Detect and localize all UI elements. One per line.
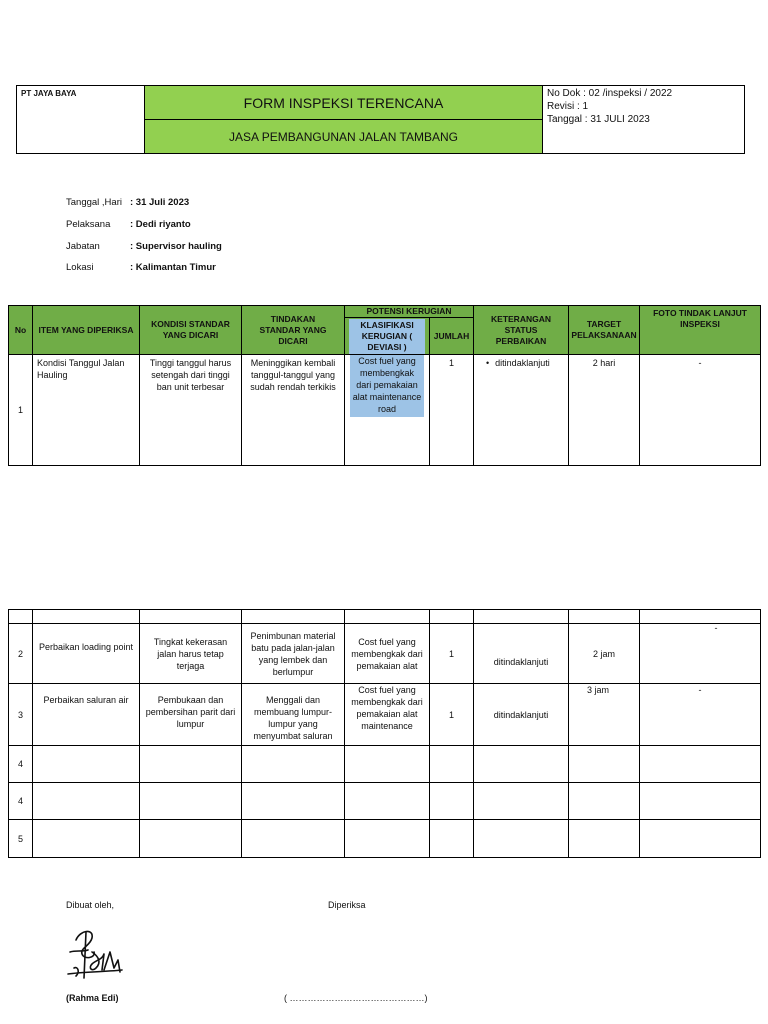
header-klasifikasi [345, 318, 430, 355]
header-kondisi: KONDISI STANDAR YANG DICARI [140, 306, 242, 355]
row-klasifikasi: Cost fuel yang membengkak dari pemakaian alat maintenance [345, 684, 430, 746]
blank-cell [430, 610, 474, 624]
row-foto: - [640, 355, 761, 466]
info-label: Pelaksana [66, 219, 111, 230]
info-tanggal [66, 197, 189, 208]
blank-cell [33, 820, 140, 858]
blank-cell [345, 610, 430, 624]
blank-cell [140, 746, 242, 783]
header-jumlah: JUMLAH [430, 318, 474, 355]
row-klasifikasi-text: Cost fuel yang membengkak dari pemakaian alat maintenance road [350, 355, 424, 417]
info-label: Lokasi [66, 262, 94, 273]
row-no: 3 [9, 684, 33, 746]
row-no: 4 [9, 746, 33, 783]
header-no: No [9, 306, 33, 355]
blank-cell [345, 820, 430, 858]
blank-cell [569, 783, 640, 820]
form-title: FORM INSPEKSI TERENCANA [145, 86, 543, 120]
company-name: PT JAYA BAYA [17, 86, 145, 154]
row-jumlah: 1 [430, 355, 474, 466]
blank-cell [430, 783, 474, 820]
signature-image [62, 922, 128, 988]
row-no: 2 [9, 624, 33, 684]
row-no: 5 [9, 820, 33, 858]
row-no: 4 [9, 783, 33, 820]
blank-cell [242, 820, 345, 858]
blank-cell [430, 746, 474, 783]
row-no: 1 [9, 355, 33, 466]
row-foto: - [640, 624, 761, 684]
info-value: : Dedi riyanto [130, 219, 191, 230]
table-row [9, 783, 761, 820]
row-target: 3 jam [569, 684, 640, 746]
info-value: : 31 Juli 2023 [130, 197, 190, 208]
blank-cell [345, 746, 430, 783]
info-value: : Supervisor hauling [130, 241, 222, 252]
header-klasifikasi-text: KLASIFIKASI KERUGIAN ( DEVIASI ) [349, 319, 425, 354]
table-row [9, 746, 761, 783]
blank-cell [345, 783, 430, 820]
header-keterangan: KETERANGAN STATUS PERBAIKAN [474, 306, 569, 355]
dibuat-label: Dibuat oleh, [66, 900, 115, 910]
info-lokasi [66, 262, 216, 273]
blank-cell [242, 610, 345, 624]
row-target: 2 hari [569, 355, 640, 466]
blank-cell [569, 820, 640, 858]
blank-cell [242, 783, 345, 820]
blank-cell [474, 610, 569, 624]
form-subtitle: JASA PEMBANGUNAN JALAN TAMBANG [145, 120, 543, 154]
blank-cell [140, 610, 242, 624]
table-row [9, 820, 761, 858]
info-jabatan [66, 241, 222, 252]
info-label: Jabatan [66, 241, 100, 252]
header-potensi: POTENSI KERUGIAN [345, 306, 474, 318]
table-row [9, 355, 761, 466]
header-foto: FOTO TINDAK LANJUT INSPEKSI [640, 306, 761, 355]
inspection-table-continued [8, 609, 761, 858]
info-value: : Kalimantan Timur [130, 262, 216, 273]
blank-cell [474, 746, 569, 783]
blank-cell [430, 820, 474, 858]
row-keterangan: ditindaklanjuti [474, 684, 569, 746]
row-target: 2 jam [569, 624, 640, 684]
diperiksa-label: Diperiksa [328, 900, 366, 910]
table-row-blank [9, 610, 761, 624]
row-klasifikasi: Cost fuel yang membengkak dari pemakaian alat [345, 624, 430, 684]
blank-cell [140, 820, 242, 858]
row-foto: - [640, 684, 761, 746]
doc-meta [543, 86, 745, 154]
blank-cell [242, 746, 345, 783]
row-kondisi: Pembukaan dan pembersihan parit dari lumpur [140, 684, 242, 746]
blank-cell [640, 820, 761, 858]
blank-cell [569, 746, 640, 783]
row-item: Perbaikan saluran air [33, 684, 140, 746]
blank-cell [569, 610, 640, 624]
blank-cell [640, 783, 761, 820]
row-tindakan: Menggali dan membuang lumpur-lumpur yang menyumbat saluran [242, 684, 345, 746]
row-klasifikasi [345, 355, 430, 466]
diperiksa-name: ( ………………………………………) [284, 993, 428, 1003]
row-kondisi: Tinggi tanggul harus setengah dari tinggi ban unit terbesar [140, 355, 242, 466]
row-jumlah: 1 [430, 624, 474, 684]
bullet: • [486, 358, 490, 368]
row-item: Perbaikan loading point [33, 624, 140, 684]
doc-number: No Dok : 02 /inspeksi / 2022 [547, 88, 673, 99]
row-item: Kondisi Tanggul Jalan Hauling [33, 355, 140, 466]
info-label: Tanggal ,Hari [66, 197, 122, 208]
blank-cell [33, 746, 140, 783]
blank-cell [474, 820, 569, 858]
header-target: TARGET PELAKSANAAN [569, 306, 640, 355]
row-kondisi: Tingkat kekerasan jalan harus tetap terjaga [140, 624, 242, 684]
row-jumlah: 1 [430, 684, 474, 746]
inspection-table [8, 305, 761, 466]
info-pelaksana [66, 219, 191, 230]
table-row [9, 684, 761, 746]
header-item: ITEM YANG DIPERIKSA [33, 306, 140, 355]
blank-cell [474, 783, 569, 820]
blank-cell [640, 610, 761, 624]
row-keterangan [474, 355, 569, 466]
blank-cell [9, 610, 33, 624]
doc-date: Tanggal : 31 JULI 2023 [547, 114, 650, 125]
doc-revision: Revisi : 1 [547, 101, 589, 112]
dibuat-name: (Rahma Edi) [66, 993, 119, 1003]
row-tindakan: Penimbunan material batu pada jalan-jalan yang lembek dan berlumpur [242, 624, 345, 684]
row-keterangan: ditindaklanjuti [474, 624, 569, 684]
blank-cell [640, 746, 761, 783]
blank-cell [33, 610, 140, 624]
table-row [9, 624, 761, 684]
row-keterangan-text: ditindaklanjuti [495, 358, 550, 368]
blank-cell [33, 783, 140, 820]
row-tindakan: Meninggikan kembali tanggul-tanggul yang sudah rendah terkikis [242, 355, 345, 466]
form-header [16, 85, 745, 154]
header-tindakan: TINDAKAN STANDAR YANG DICARI [242, 306, 345, 355]
blank-cell [140, 783, 242, 820]
